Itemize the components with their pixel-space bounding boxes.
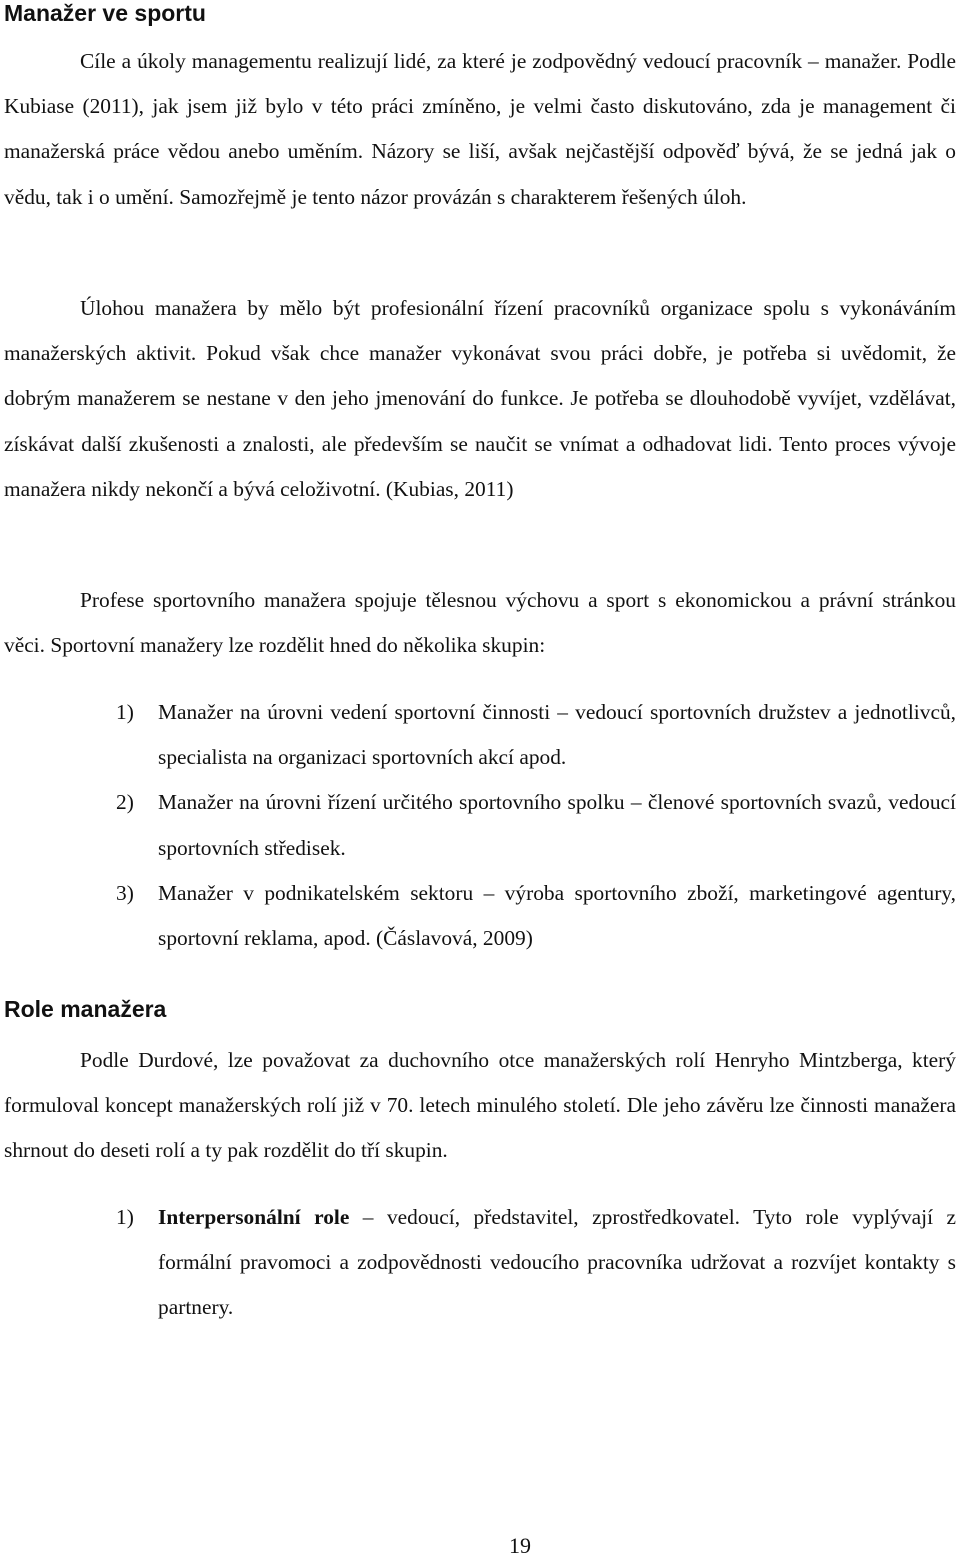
list-item bbox=[116, 871, 956, 961]
list-item-number: 1) bbox=[116, 700, 134, 724]
section-heading-manazer-ve-sportu: Manažer ve sportu bbox=[4, 0, 206, 26]
list-item-number: 2) bbox=[116, 790, 134, 815]
list-item bbox=[116, 1195, 956, 1331]
list-item-number: 3) bbox=[116, 880, 134, 905]
paragraph: Úlohou manažera by mělo být profesionální řízení pracovníků organizace spolu s vykonáváním manažerských aktivit. Pokud však chce manažer vykonávat svou práci dobře, je potřeba si uvědomit, že dobrým manažerem se nestane v den jeho jmenování do funkce. Je potřeba se dlouhodobě vyvíjet, vzdělávat, získávat další zkušenosti a znalosti, ale především se naučit se vnímat a odhadovat lidi. Tento proces vývoje manažera nikdy nekončí a bývá celoživotní. (Kubias, 2011) bbox=[4, 296, 956, 501]
list-item-text: Manažer na úrovni řízení určitého sportovního spolku – členové sportovních svazů, vedoucí sportovních středisek. bbox=[158, 790, 956, 860]
list-item-term: Interpersonální role bbox=[158, 1205, 350, 1229]
list-item bbox=[116, 690, 956, 780]
manager-roles-list bbox=[116, 1195, 956, 1331]
section-heading-role-manazera: Role manažera bbox=[4, 996, 167, 1022]
paragraph: Podle Durdové, lze považovat za duchovního otce manažerských rolí Henryho Mintzberga, který formuloval koncept manažerských rolí již v 70. letech minulého století. Dle jeho závěru lze činnosti manažera shrnout do deseti rolí a ty pak rozdělit do tří skupin. bbox=[4, 1048, 956, 1163]
paragraph: Profese sportovního manažera spojuje tělesnou výchovu a sport s ekonomickou a právní stránkou věci. Sportovní manažery lze rozdělit hned do několika skupin: bbox=[4, 588, 956, 658]
manager-groups-list bbox=[116, 690, 956, 961]
list-item-number: 1) bbox=[116, 1205, 134, 1229]
list-item-text: Manažer v podnikatelském sektoru – výroba sportovního zboží, marketingové agentury, sportovní reklama, apod. (Čáslavová, 2009) bbox=[158, 880, 956, 951]
list-item-text: Manažer na úrovni vedení sportovní činnosti – vedoucí sportovních družstev a jednotlivců, specialista na organizaci sportovních akcí apod. bbox=[158, 700, 956, 770]
list-item bbox=[116, 780, 956, 870]
list-item-text: – vedoucí, představitel, zprostředkovatel. Tyto role vyplývají z formální pravomoci a zodpovědnosti vedoucího pracovníka udržovat a rozvíjet kontakty s partnery. bbox=[158, 1205, 956, 1320]
page-number: 19 bbox=[509, 1533, 531, 1558]
paragraph: Cíle a úkoly managementu realizují lidé, za které je zodpovědný vedoucí pracovník – manažer. Podle Kubiase (2011), jak jsem již bylo v této práci zmíněno, je velmi často diskutováno, zda je management či manažerská práce vědou anebo uměním. Názory se liší, avšak nejčastější odpověď bývá, že se jedná jak o vědu, tak i o umění. Samozřejmě je tento názor provázán s charakterem řešených úloh. bbox=[4, 49, 956, 209]
